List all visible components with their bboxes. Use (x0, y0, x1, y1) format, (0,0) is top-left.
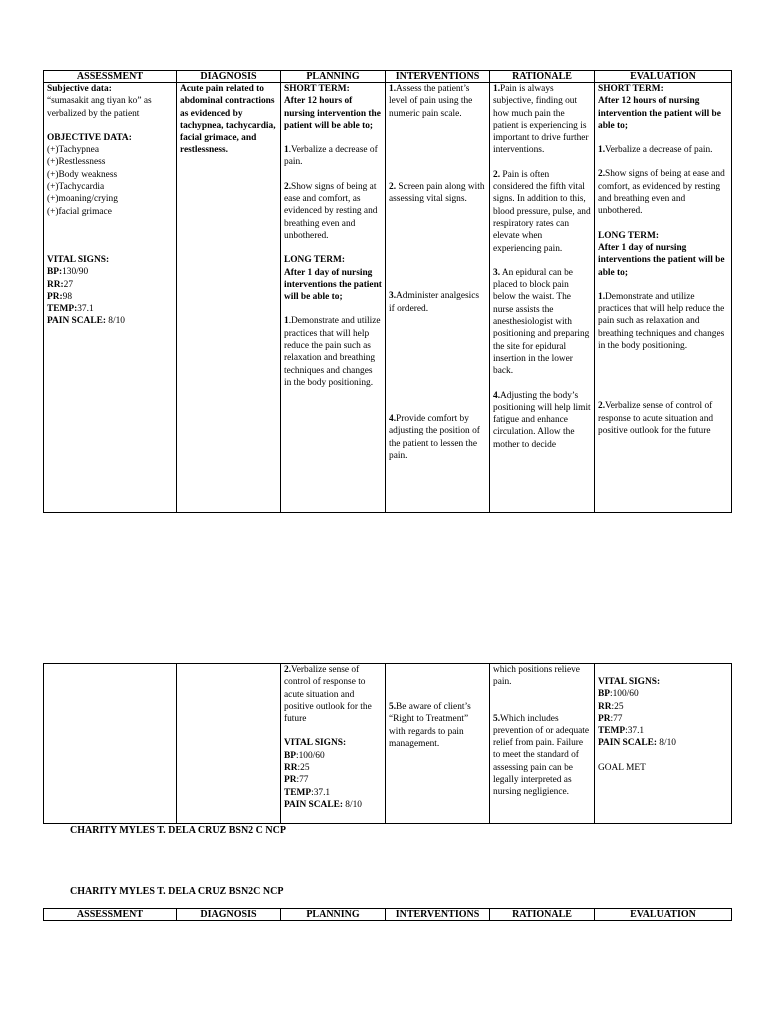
vital-pr (47, 291, 173, 303)
ncp-table-main (43, 70, 732, 513)
item-number: 5. (493, 713, 501, 724)
vital-temp (47, 303, 173, 315)
evaluation-3 (598, 291, 728, 352)
vital-key: TEMP (284, 787, 312, 798)
evaluation-cell (595, 83, 732, 513)
goal-status: GOAL MET (598, 762, 646, 773)
header-evaluation: EVALUATION (595, 71, 732, 83)
vital-value: 8/10 (105, 316, 125, 327)
vital-bp (284, 750, 382, 762)
vital-value: :100/60 (295, 750, 325, 761)
item-text: Pain is often considered the fifth vital signs. In addition to this, blood pressure, pulse, and respiratory rates can elevate when experiencing pain. (493, 169, 591, 254)
evaluation-cell-cont (595, 664, 732, 824)
planning-vitals-label: VITAL SIGNS: (284, 738, 347, 749)
item-number: 2. (389, 181, 397, 192)
header-interventions: INTERVENTIONS (386, 71, 490, 83)
item-number: 1. (598, 145, 606, 156)
item-number: 1 (284, 145, 289, 156)
header-assessment: ASSESSMENT (44, 71, 177, 83)
vital-rr (284, 762, 382, 774)
item-text: Provide comfort by adjusting the position of the patient to lessen the pain. (389, 414, 480, 461)
vital-key: PR (284, 775, 297, 786)
vital-key: PR (598, 713, 611, 724)
rationale-2 (493, 169, 591, 255)
objective-item: (+)Body weakness (47, 169, 118, 180)
continued-row (44, 664, 732, 824)
evaluation-short-label: SHORT TERM: (598, 84, 664, 94)
diagnosis-cell (177, 83, 281, 513)
item-number: 2. (284, 181, 292, 192)
interventions-cell (386, 83, 490, 513)
vital-value: :77 (610, 713, 623, 724)
vital-key: BP: (47, 267, 63, 278)
vital-value: :25 (611, 701, 624, 712)
vital-pr (284, 774, 382, 786)
header-diagnosis: DIAGNOSIS (177, 71, 281, 83)
item-number: 2. (598, 401, 606, 412)
item-number: 1 (284, 316, 289, 327)
ncp-table-continued (43, 663, 732, 824)
evaluation-short-intro: After 12 hours of nursing intervention the patient will be able to; (598, 96, 721, 131)
evaluation-long-label: LONG TERM: (598, 230, 660, 241)
item-text: Screen pain along with assessing vital signs. (389, 181, 485, 205)
item-text: .Demonstrate and utilize practices that will help reduce the pain such as relaxation and breathing techniques and changes in the body positioning. (284, 316, 381, 388)
planning-long-intro: After 1 day of nursing interventions the patient will be able to; (284, 267, 382, 303)
intervention-1 (389, 83, 486, 120)
intervention-2 (389, 181, 486, 206)
subjective-text: “sumasakit ang tiyan ko” as verbalized by the patient (47, 96, 152, 119)
rationale-3 (493, 267, 591, 378)
item-text: Assess the patient’s level of pain using the numeric pain scale. (389, 84, 473, 119)
vital-temp (284, 787, 382, 799)
author-line: CHARITY MYLES T. DELA CRUZ BSN2C NCP (70, 886, 284, 897)
item-text: Be aware of client’s “Right to Treatment” with regards to pain management. (389, 702, 471, 749)
vital-value: 8/10 (656, 738, 676, 749)
content-row (44, 83, 732, 513)
planning-short-label: SHORT TERM: (284, 84, 350, 94)
vital-key: TEMP: (47, 304, 78, 315)
header-evaluation: EVALUATION (595, 909, 732, 921)
objective-item: (+)Tachypnea (47, 145, 99, 156)
item-number: 3. (389, 291, 397, 302)
vital-value: :37.1 (625, 726, 645, 737)
ncp-table-next (43, 908, 732, 921)
item-text: An epidural can be placed to block pain below the waist. The nurse assists the anesthesiologist with positioning and preparing the site for epidural insertion in the lower back. (493, 267, 590, 377)
vital-key: TEMP (598, 726, 626, 737)
vitals-label: VITAL SIGNS: (47, 254, 110, 265)
vital-bp (47, 266, 173, 278)
objective-item: (+)moaning/crying (47, 194, 118, 205)
vital-key: BP (598, 689, 610, 700)
objective-item: (+)facial grimace (47, 206, 112, 217)
planning-cell-cont (281, 664, 386, 824)
subjective-label: Subjective data: (47, 84, 112, 94)
item-text: Verbalize sense of control of response to acute situation and positive outlook for the future (598, 401, 714, 436)
vital-pr (598, 713, 728, 725)
planning-long-2 (284, 664, 382, 725)
item-number: 2. (284, 665, 292, 675)
vital-value: :25 (297, 763, 310, 774)
vital-key: PAIN SCALE: (598, 738, 657, 749)
assessment-cell (44, 83, 177, 513)
header-rationale: RATIONALE (490, 71, 595, 83)
rationale-4 (493, 390, 591, 451)
diagnosis-cell-cont (177, 664, 281, 824)
evaluation-2 (598, 168, 728, 217)
item-number: 2. (493, 169, 501, 180)
vital-key: PAIN SCALE: (47, 316, 106, 327)
item-text: Adjusting the body’s positioning will help limit fatigue and enhance circulation. Allow the mother to decide (493, 390, 591, 450)
vital-value: :100/60 (609, 689, 639, 700)
vital-key: RR: (47, 279, 64, 290)
planning-short-intro: After 12 hours of nursing intervention the patient will be able to; (284, 96, 381, 131)
vital-key: RR (284, 763, 298, 774)
vital-pain (284, 799, 382, 811)
header-interventions: INTERVENTIONS (386, 909, 490, 921)
evaluation-vitals-label: VITAL SIGNS: (598, 677, 661, 687)
rationale-1 (493, 83, 591, 157)
planning-long-1 (284, 315, 382, 389)
item-text: Pain is always subjective, finding out how much pain the patient is experiencing is important to drive further interventions. (493, 84, 589, 156)
assessment-cell-cont (44, 664, 177, 824)
vital-key: PAIN SCALE: (284, 799, 343, 810)
evaluation-long-intro: After 1 day of nursing interventions the patient will be able to; (598, 242, 725, 278)
vital-pain (598, 737, 728, 749)
objective-label: OBJECTIVE DATA: (47, 132, 132, 143)
planning-cell (281, 83, 386, 513)
vital-pain (47, 315, 173, 327)
vital-rr (47, 279, 173, 291)
item-text: Demonstrate and utilize practices that will help reduce the pain such as relaxation and breathing techniques and changes in the body positioning. (598, 291, 725, 352)
item-number: 1. (389, 84, 397, 94)
vital-value: 98 (62, 291, 72, 302)
objective-item: (+)Restlessness (47, 157, 106, 168)
item-text: Administer analgesics if ordered. (389, 291, 480, 314)
intervention-4 (389, 413, 486, 462)
objective-item: (+)Tachycardia (47, 182, 105, 193)
vital-value: 8/10 (342, 799, 362, 810)
item-number: 5. (389, 702, 397, 712)
item-text: Which includes prevention of or adequate relief from pain. Failure to meet the standard of assessing pain can be legally interpreted as nursing negligience. (493, 713, 590, 798)
item-text: .Verbalize a decrease of pain. (284, 145, 378, 168)
intervention-5 (389, 701, 486, 750)
vital-temp (598, 725, 728, 737)
intervention-3 (389, 290, 486, 315)
planning-long-label: LONG TERM: (284, 255, 346, 266)
item-number: 3. (493, 267, 501, 278)
item-text: Show signs of being at ease and comfort, as evidenced by resting and breathing even and unbothered. (284, 181, 378, 241)
item-text: Verbalize sense of control of response to acute situation and positive outlook for the future (284, 665, 372, 725)
header-planning: PLANNING (281, 909, 386, 921)
vital-key: RR (598, 701, 612, 712)
evaluation-4 (598, 400, 728, 437)
vital-value: :77 (296, 775, 309, 786)
item-number: 4. (493, 390, 501, 401)
item-number: 1. (598, 291, 606, 302)
vital-value: 130/90 (62, 267, 89, 278)
rationale-cell-cont (490, 664, 595, 824)
vital-value: 37.1 (77, 304, 94, 315)
header-row (44, 71, 732, 83)
header-planning: PLANNING (281, 71, 386, 83)
item-number: 1. (493, 84, 501, 94)
rationale-4-cont: which positions relieve pain. (493, 665, 580, 688)
rationale-5 (493, 713, 591, 799)
planning-short-2 (284, 181, 382, 242)
header-diagnosis: DIAGNOSIS (177, 909, 281, 921)
item-number: 4. (389, 414, 397, 425)
header-row (44, 909, 732, 921)
header-assessment: ASSESSMENT (44, 909, 177, 921)
interventions-cell-cont (386, 664, 490, 824)
vital-rr (598, 701, 728, 713)
planning-short-1 (284, 144, 382, 169)
item-number: 2. (598, 169, 606, 180)
evaluation-1 (598, 144, 728, 156)
item-text: Verbalize a decrease of pain. (605, 145, 713, 156)
author-line: CHARITY MYLES T. DELA CRUZ BSN2 C NCP (70, 825, 286, 836)
diagnosis-text: Acute pain related to abdominal contractions as evidenced by tachypnea, tachycardia, facial grimace, and restlessness. (180, 84, 276, 156)
header-rationale: RATIONALE (490, 909, 595, 921)
vital-value: :37.1 (311, 787, 331, 798)
vital-key: PR: (47, 291, 63, 302)
vital-bp (598, 688, 728, 700)
rationale-cell (490, 83, 595, 513)
item-text: Show signs of being at ease and comfort, as evidenced by resting and breathing even and unbothered. (598, 169, 725, 217)
vital-value: 27 (63, 279, 74, 290)
vital-key: BP (284, 750, 296, 761)
